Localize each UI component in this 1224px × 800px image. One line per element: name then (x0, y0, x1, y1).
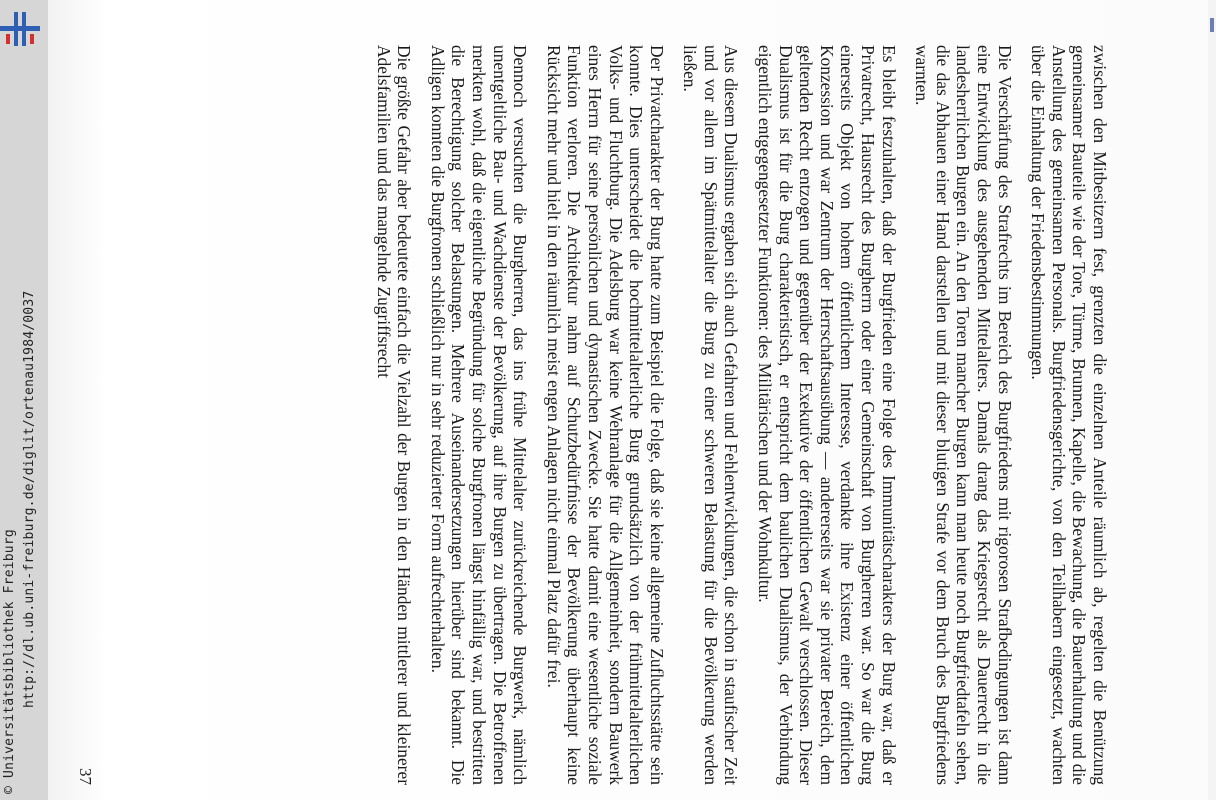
source-url-link[interactable]: http://dl.ub.uni-freiburg.de/diglit/ortenau1984/0037 (22, 290, 37, 708)
paragraph: Aus diesem Dualismus ergaben sich auch Gefahren und Fehlentwicklungen, die schon in staufischer Zeit und vor allem im Spätmittelalter die Burg zu einer schweren Belastung für die Bevölkerung werden ließen. (680, 45, 742, 785)
page-number: 37 (76, 768, 95, 785)
paragraph: Dennoch versuchten die Burgherren, das ins frühe Mittelalter zurückreichende Burgwerk, nämlich unentgeltliche Bau- und Wachdienste der Bevölkerung, auf ihre Burgen zu übertragen. Die Betroffenen merkten wohl, daß die eigentliche Begründung für solche Burgfronen längst hinfällig war, und bestritten die Berechtigung solcher Belastungen. Mehrere Auseinandersetzungen hierüber sind bekannt. Die Adligen konnten die Burgfronen schließlich nur in sehr reduzierter Form aufrechterhalten. (427, 45, 531, 785)
paragraph: zwischen den Mitbesitzern fest, grenzten die einzelnen Anteile räumlich ab, regelten die Benützung gemeinsamer Bauteile wie der Tore, Türme, Brunnen, Kapelle, die Bewachung, die Bauerhaltung und die Anstellung des gemeinsamen Personals. Burgfriedensgerichte, von den Teilhabern eingesetzt, wachten über die Einhaltung der Friedensbestimmungen. (1028, 45, 1110, 785)
paragraph: Der Privatcharakter der Burg hatte zum Beispiel die Folge, daß sie keine allgemeine Zufluchtsstätte sein konnte. Dies unterscheidet die hochmittelalterliche Burg grundsätzlich von der frühmittelalterlichen Volks- und Fluchtburg. Die Adelsburg war keine Wehranlage für die Allgemeinheit, sondern Bauwerk eines Herrn für seine persönlichen und dynastischen Zwecke. Sie hatte damit eine wesentliche soziale Funktion verloren. Die Architektur nahm auf Schutzbedürfnisse der Bevölkerung überhaupt keine Rücksicht mehr und hielt in den räumlich meist engen Anlagen nicht einmal Platz dafür frei. (543, 45, 667, 785)
page-edge (1208, 0, 1216, 800)
body-text (360, 45, 1110, 785)
paragraph: Die Verschärfung des Strafrechts im Bereich des Burgfriedens mit rigorosen Strafbedingungen ist dann eine Entwicklung des ausgehenden Mittelalters. Damals drang das Kriegsrecht als Dauerrecht in die landesherrlichen Burgen ein. An den Toren mancher Burgen kann man heute noch Burgfriedtafeln sehen, die das Abhauen einer Hand darstellen und mit dieser blutigen Strafe vor dem Bruch des Burgfriedens warnten. (912, 45, 1015, 785)
rotated-page-content (10, 45, 1110, 785)
paragraph: Die größte Gefahr aber bedeutete einfach die Vielzahl der Burgen in den Händen mittlerer und kleinerer Adelsfamilien und das mangelnde Zugriffsrecht (373, 45, 415, 785)
copyright-text: © Universitätsbibliothek Freiburg (2, 529, 17, 794)
paragraph: Es bleibt festzuhalten, daß der Burgfrieden eine Folge des Immunitätscharakters der Burg war, daß er Privatrecht, Hausrecht des Burgherrn oder einer Gemeinschaft von Burgherren war. So war die Burg einerseits Objekt von hohem öffentlichem Interesse, verdankte ihre Existenz einer öffentlichen Konzession und war Zentrum der Herrschaftsausübung — andererseits war sie privater Bereich, dem geltenden Recht entzogen und gegenüber der Exekutive der öffentlichen Gewalt verschlossen. Dieser Dualismus ist für die Burg charakteristisch, er entspricht dem baulichen Dualismus, der Verbindung eigentlich entgegengesetzter Funktionen: des Militärischen und der Wohnkultur. (755, 45, 899, 785)
edge-mark-icon (1210, 18, 1214, 32)
